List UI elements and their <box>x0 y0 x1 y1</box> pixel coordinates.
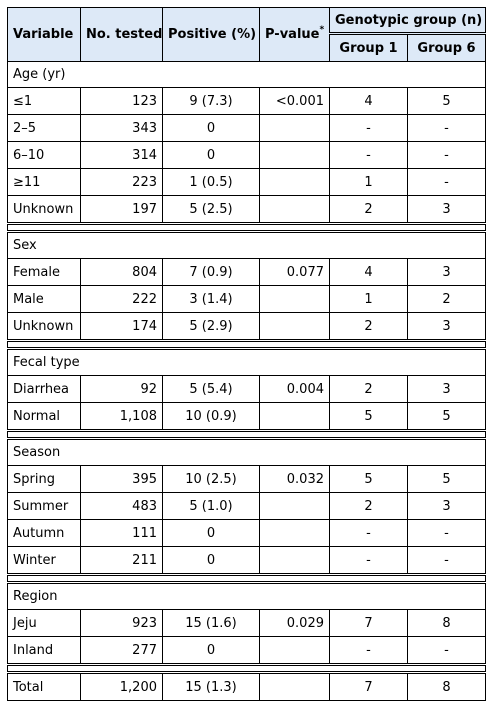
table-header <box>8 8 486 62</box>
cell-group-6: 3 <box>408 196 486 224</box>
cell-positive: 15 (1.3) <box>163 673 260 701</box>
table-container <box>7 7 485 701</box>
cell-no-tested: 1,108 <box>81 403 163 431</box>
cell-p-value <box>260 286 330 313</box>
cell-group-1: 5 <box>330 403 408 431</box>
table-row <box>8 376 486 403</box>
header-p-value <box>260 8 330 62</box>
section-header-row <box>8 232 486 259</box>
cell-no-tested: 395 <box>81 466 163 493</box>
cell-group-6: - <box>408 169 486 196</box>
cell-positive: 0 <box>163 547 260 575</box>
cell-group-1: - <box>330 637 408 665</box>
cell-group-1: - <box>330 142 408 169</box>
cell-positive: 0 <box>163 142 260 169</box>
double-rule <box>8 341 486 349</box>
row-label: Normal <box>8 403 81 431</box>
row-label: ≤1 <box>8 88 81 115</box>
header-genotypic-group: Genotypic group (n) <box>330 8 486 34</box>
section-header-row <box>8 62 486 88</box>
cell-positive: 5 (1.0) <box>163 493 260 520</box>
cell-p-value <box>260 196 330 224</box>
cell-group-1: - <box>330 115 408 142</box>
cell-positive: 5 (2.9) <box>163 313 260 341</box>
row-label: Winter <box>8 547 81 575</box>
cell-p-value <box>260 637 330 665</box>
cell-p-value <box>260 547 330 575</box>
header-positive: Positive (%) <box>163 8 260 62</box>
row-label: Male <box>8 286 81 313</box>
cell-group-6: 8 <box>408 673 486 701</box>
row-label: Inland <box>8 637 81 665</box>
table-row <box>8 493 486 520</box>
cell-p-value: 0.029 <box>260 610 330 637</box>
cell-p-value <box>260 403 330 431</box>
cell-group-6: - <box>408 142 486 169</box>
cell-group-6: - <box>408 637 486 665</box>
cell-p-value <box>260 169 330 196</box>
row-label: Total <box>8 673 81 701</box>
header-p-value-label: P-value <box>265 27 320 42</box>
cell-positive: 3 (1.4) <box>163 286 260 313</box>
cell-group-1: 2 <box>330 376 408 403</box>
double-rule <box>8 575 486 583</box>
cell-group-1: 1 <box>330 169 408 196</box>
total-row <box>8 673 486 701</box>
row-label: Spring <box>8 466 81 493</box>
table-row <box>8 547 486 575</box>
table-row <box>8 610 486 637</box>
cell-positive: 15 (1.6) <box>163 610 260 637</box>
genotype-table <box>7 7 486 701</box>
cell-group-6: 5 <box>408 403 486 431</box>
row-label: 6–10 <box>8 142 81 169</box>
cell-no-tested: 483 <box>81 493 163 520</box>
table-row <box>8 520 486 547</box>
cell-group-1: - <box>330 520 408 547</box>
cell-no-tested: 343 <box>81 115 163 142</box>
footnote-marker: * <box>319 25 325 35</box>
cell-p-value: 0.077 <box>260 259 330 286</box>
section-header-row <box>8 583 486 610</box>
cell-positive: 5 (2.5) <box>163 196 260 224</box>
cell-no-tested: 314 <box>81 142 163 169</box>
row-label: Diarrhea <box>8 376 81 403</box>
cell-group-1: 4 <box>330 259 408 286</box>
cell-positive: 5 (5.4) <box>163 376 260 403</box>
cell-positive: 9 (7.3) <box>163 88 260 115</box>
cell-no-tested: 277 <box>81 637 163 665</box>
table-row <box>8 286 486 313</box>
section-header-row <box>8 349 486 376</box>
section-separator <box>8 431 486 439</box>
cell-group-1: 1 <box>330 286 408 313</box>
cell-positive: 7 (0.9) <box>163 259 260 286</box>
cell-group-1: 7 <box>330 610 408 637</box>
cell-p-value: 0.032 <box>260 466 330 493</box>
table-row <box>8 259 486 286</box>
cell-group-1: 2 <box>330 493 408 520</box>
cell-positive: 1 (0.5) <box>163 169 260 196</box>
cell-no-tested: 223 <box>81 169 163 196</box>
cell-group-6: - <box>408 520 486 547</box>
cell-group-1: 4 <box>330 88 408 115</box>
cell-no-tested: 174 <box>81 313 163 341</box>
section-title: Region <box>8 583 486 610</box>
cell-p-value <box>260 673 330 701</box>
row-label: 2–5 <box>8 115 81 142</box>
cell-no-tested: 197 <box>81 196 163 224</box>
table-row <box>8 88 486 115</box>
cell-group-1: 5 <box>330 466 408 493</box>
section-separator <box>8 224 486 232</box>
cell-p-value <box>260 115 330 142</box>
row-label: Jeju <box>8 610 81 637</box>
cell-no-tested: 111 <box>81 520 163 547</box>
table-row <box>8 466 486 493</box>
cell-p-value <box>260 142 330 169</box>
cell-p-value <box>260 520 330 547</box>
section-separator <box>8 341 486 349</box>
cell-no-tested: 211 <box>81 547 163 575</box>
double-rule <box>8 224 486 232</box>
table-row <box>8 196 486 224</box>
section-title: Fecal type <box>8 349 486 376</box>
section-title: Sex <box>8 232 486 259</box>
cell-group-6: 2 <box>408 286 486 313</box>
cell-p-value: <0.001 <box>260 88 330 115</box>
table-row <box>8 637 486 665</box>
table-row <box>8 403 486 431</box>
table-row <box>8 142 486 169</box>
cell-no-tested: 1,200 <box>81 673 163 701</box>
row-label: Summer <box>8 493 81 520</box>
section-separator <box>8 665 486 673</box>
section-header-row <box>8 439 486 466</box>
row-label: ≥11 <box>8 169 81 196</box>
section-separator <box>8 575 486 583</box>
double-rule <box>8 431 486 439</box>
cell-no-tested: 804 <box>81 259 163 286</box>
cell-positive: 10 (0.9) <box>163 403 260 431</box>
table-body <box>8 62 486 701</box>
cell-group-6: 3 <box>408 493 486 520</box>
cell-no-tested: 923 <box>81 610 163 637</box>
table-row <box>8 169 486 196</box>
table-row <box>8 115 486 142</box>
cell-p-value: 0.004 <box>260 376 330 403</box>
cell-group-6: 3 <box>408 259 486 286</box>
cell-no-tested: 222 <box>81 286 163 313</box>
cell-group-1: - <box>330 547 408 575</box>
cell-positive: 0 <box>163 520 260 547</box>
cell-group-1: 7 <box>330 673 408 701</box>
cell-positive: 0 <box>163 637 260 665</box>
cell-no-tested: 92 <box>81 376 163 403</box>
cell-group-6: 3 <box>408 313 486 341</box>
section-title: Age (yr) <box>8 62 486 88</box>
cell-group-1: 2 <box>330 196 408 224</box>
cell-positive: 10 (2.5) <box>163 466 260 493</box>
cell-group-6: - <box>408 547 486 575</box>
cell-group-6: - <box>408 115 486 142</box>
header-group-6: Group 6 <box>408 34 486 62</box>
cell-group-6: 8 <box>408 610 486 637</box>
cell-group-6: 3 <box>408 376 486 403</box>
header-no-tested: No. tested <box>81 8 163 62</box>
cell-group-1: 2 <box>330 313 408 341</box>
cell-p-value <box>260 493 330 520</box>
double-rule <box>8 665 486 673</box>
row-label: Unknown <box>8 196 81 224</box>
cell-p-value <box>260 313 330 341</box>
section-title: Season <box>8 439 486 466</box>
row-label: Female <box>8 259 81 286</box>
header-group-1: Group 1 <box>330 34 408 62</box>
cell-group-6: 5 <box>408 88 486 115</box>
row-label: Unknown <box>8 313 81 341</box>
table-row <box>8 313 486 341</box>
cell-no-tested: 123 <box>81 88 163 115</box>
header-variable: Variable <box>8 8 81 62</box>
cell-positive: 0 <box>163 115 260 142</box>
cell-group-6: 5 <box>408 466 486 493</box>
row-label: Autumn <box>8 520 81 547</box>
